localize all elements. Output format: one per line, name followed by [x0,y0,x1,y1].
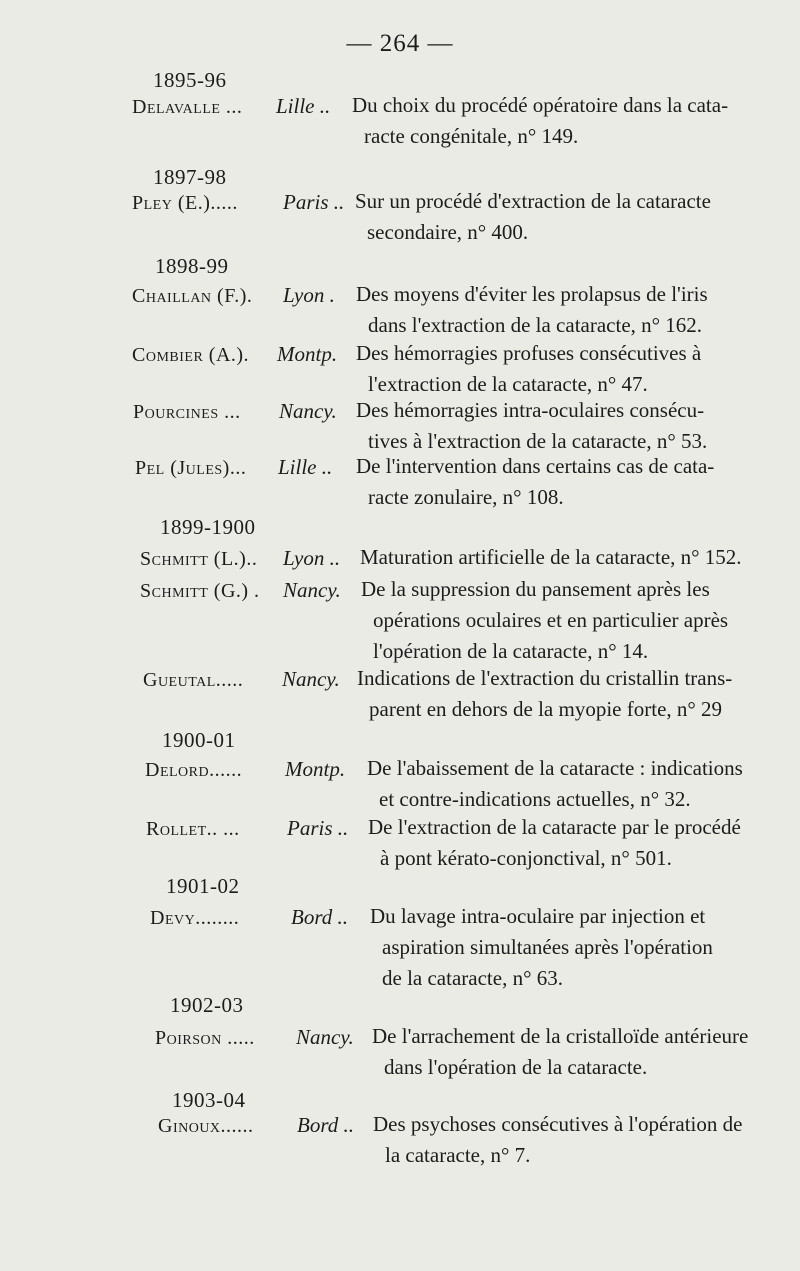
entry-author: Delavalle ... [132,96,243,118]
entry-title-line: De l'intervention dans certains cas de cata- [356,454,715,478]
entry-title-line: Sur un procédé d'extraction de la cataracte [355,189,711,213]
entry-city: Nancy. [283,578,341,602]
entry-author: Rollet.. ... [146,818,240,840]
entry-city: Nancy. [296,1025,354,1049]
entry-city: Paris .. [287,816,349,840]
entry-title-line: de la cataracte, n° 63. [382,966,563,990]
entry-title-line: Maturation artificielle de la cataracte, n° 152. [360,545,742,569]
entry-title-line: Des hémorragies profuses consécutives à [356,341,702,365]
entry-title [356,451,790,513]
page-number: — 264 — [346,30,454,57]
entry-city: Lille .. [276,94,331,118]
entry-author: Delord...... [145,759,243,781]
entry-title-line: racte congénitale, n° 149. [364,124,579,148]
entry-title-line: opérations oculaires et en particulier après [373,608,729,632]
entry-title [370,901,790,994]
entry-city: Nancy. [282,667,340,691]
entry-author: Pourcines ... [133,401,241,423]
entry-title [360,542,790,573]
entry-city: Bord .. [291,905,348,929]
entry-title [355,186,790,248]
entry-title-line: De la suppression du pansement après les [361,577,710,601]
entry-title [356,338,790,400]
entry-title-line: tives à l'extraction de la cataracte, n° 53. [368,429,708,453]
entry-title-line: De l'abaissement de la cataracte : indications [367,756,743,780]
year-heading: 1903-04 [172,1088,246,1112]
entry-title-line: parent en dehors de la myopie forte, n° 29 [369,697,723,721]
entry-title [368,812,790,874]
entry-title-line: dans l'extraction de la cataracte, n° 162. [368,313,703,337]
entry-title [356,279,790,341]
entry-title [373,1109,790,1171]
entry-title-line: aspiration simultanées après l'opération [382,935,713,959]
entry-title-line: l'extraction de la cataracte, n° 47. [368,372,648,396]
entry-author: Schmitt (L.).. [140,548,258,570]
entry-title [367,753,790,815]
entry-title-line: la cataracte, n° 7. [385,1143,531,1167]
entry-title [361,574,790,667]
entry-author: Combier (A.). [132,344,250,366]
entry-title-line: De l'arrachement de la cristalloïde antérieure [372,1024,749,1048]
entry-city: Lille .. [278,455,333,479]
entry-title-line: secondaire, n° 400. [367,220,529,244]
entry-title-line: Des psychoses consécutives à l'opération de [373,1112,743,1136]
entry-city: Paris .. [283,190,345,214]
entry-author: Schmitt (G.) . [140,580,260,602]
entry-city: Lyon . [283,283,335,307]
entry-title-line: racte zonulaire, n° 108. [368,485,564,509]
entry-title [352,90,790,152]
entry-title-line: Du lavage intra-oculaire par injection et [370,904,706,928]
entry-title-line: dans l'opération de la cataracte. [384,1055,648,1079]
entry-title-line: Des moyens d'éviter les prolapsus de l'iris [356,282,708,306]
entry-city: Bord .. [297,1113,354,1137]
entry-author: Pel (Jules)... [135,457,247,479]
entry-author: Devy........ [150,907,240,929]
entry-author: Gueutal..... [143,669,244,691]
year-heading: 1898-99 [155,254,229,278]
entry-title-line: l'opération de la cataracte, n° 14. [373,639,649,663]
entry-title-line: De l'extraction de la cataracte par le procédé [368,815,741,839]
year-heading: 1895-96 [153,68,227,92]
entry-title-line: Indications de l'extraction du cristallin trans- [357,666,733,690]
year-heading: 1897-98 [153,165,227,189]
entry-title-line: et contre-indications actuelles, n° 32. [379,787,691,811]
year-heading: 1902-03 [170,993,244,1017]
entry-title-line: à pont kérato-conjonctival, n° 501. [380,846,672,870]
year-heading: 1899-1900 [160,515,256,539]
entry-city: Montp. [285,757,346,781]
entry-author: Ginoux...... [158,1115,254,1137]
entry-city: Montp. [277,342,338,366]
entry-title [357,663,790,725]
year-heading: 1901-02 [166,874,240,898]
entry-author: Pley (E.)..... [132,192,238,214]
entry-city: Nancy. [279,399,337,423]
year-heading: 1900-01 [162,728,236,752]
entry-author: Poirson ..... [155,1027,255,1049]
entry-title-line: Des hémorragies intra-oculaires consécu- [356,398,705,422]
entry-title-line: Du choix du procédé opératoire dans la cata- [352,93,729,117]
entry-author: Chaillan (F.). [132,285,253,307]
entry-title [372,1021,790,1083]
entry-city: Lyon .. [283,546,341,570]
entry-title [356,395,790,457]
